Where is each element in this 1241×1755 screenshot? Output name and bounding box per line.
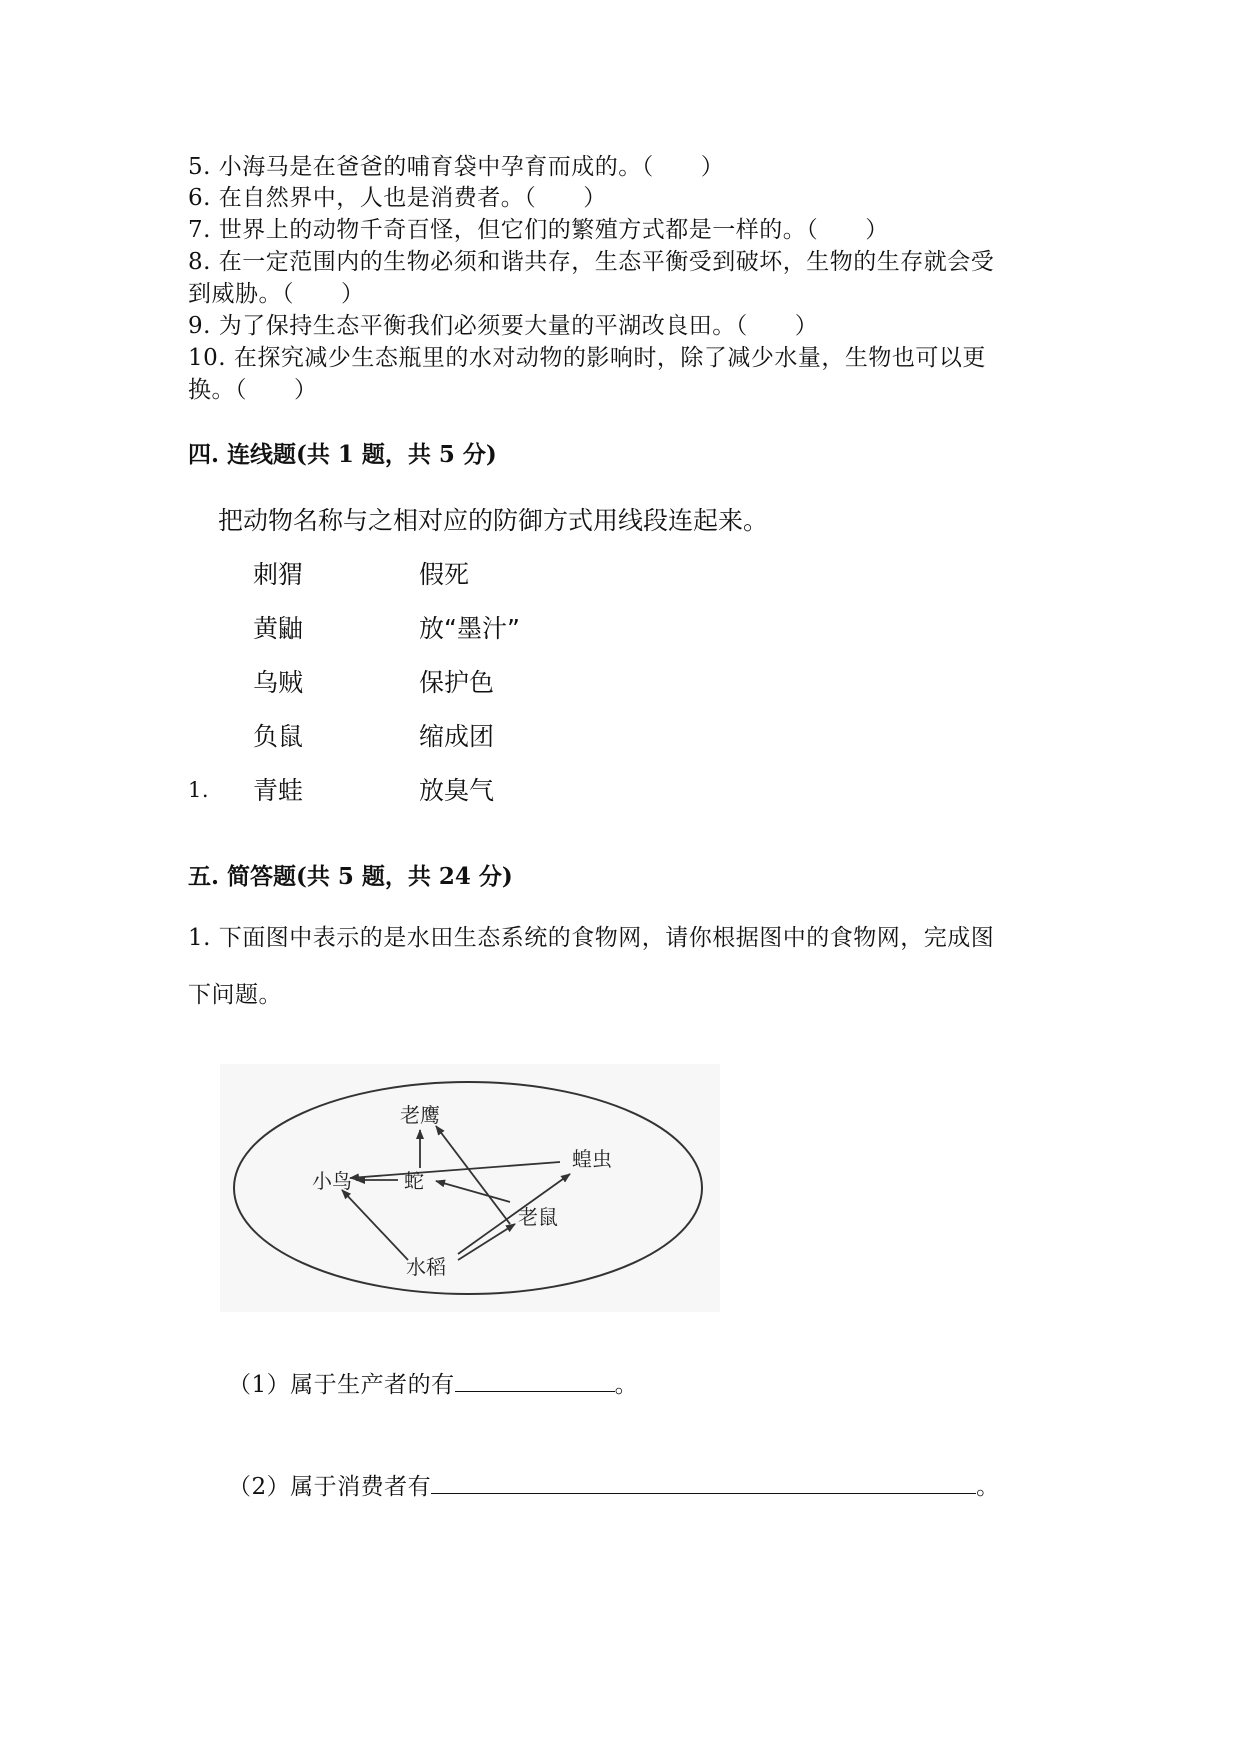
question-7: 7. 世界上的动物千奇百怪，但它们的繁殖方式都是一样的。（ ） — [188, 217, 889, 243]
answer-blank-producers[interactable] — [455, 1367, 615, 1392]
short-answer-q1-line-2: 下问题。 — [188, 982, 282, 1008]
food-web-figure — [220, 1064, 720, 1312]
node-bird: 小鸟 — [312, 1169, 352, 1193]
question-8-line-1: 8. 在一定范围内的生物必须和谐共存，生态平衡受到破坏，生物的生存就会受 — [188, 249, 995, 275]
animal-item: 乌贼 — [253, 668, 304, 697]
section-5-heading: 五. 简答题(共 5 题，共 24 分) — [188, 863, 513, 890]
node-eagle: 老鹰 — [400, 1103, 440, 1127]
answer-blank-consumers[interactable] — [431, 1469, 976, 1494]
defense-item: 放“墨汁” — [419, 614, 520, 643]
node-locust: 蝗虫 — [572, 1147, 612, 1171]
defense-item: 缩成团 — [419, 722, 495, 751]
sub-question-2-prompt: （2）属于消费者有 — [228, 1474, 432, 1500]
matching-instruction: 把动物名称与之相对应的防御方式用线段连起来。 — [218, 506, 769, 535]
node-mouse: 老鼠 — [518, 1205, 558, 1229]
arrow-mouse-to-snake — [436, 1181, 510, 1202]
question-5: 5. 小海马是在爸爸的哺育袋中孕育而成的。（ ） — [188, 154, 725, 180]
animal-item: 青蛙 — [253, 776, 304, 805]
animal-item: 负鼠 — [253, 722, 304, 751]
food-web-diagram — [220, 1064, 720, 1312]
sub-question-2 — [228, 1469, 1000, 1502]
question-9: 9. 为了保持生态平衡我们必须要大量的平湖改良田。（ ） — [188, 313, 819, 339]
defense-item: 保护色 — [419, 668, 495, 697]
sub-question-1-end: 。 — [614, 1372, 639, 1398]
node-snake: 蛇 — [404, 1169, 424, 1193]
sub-question-2-end: 。 — [976, 1474, 1000, 1500]
arrow-mouse-to-eagle — [436, 1126, 510, 1224]
question-6: 6. 在自然界中，人也是消费者。（ ） — [188, 185, 607, 211]
node-rice: 水稻 — [406, 1255, 446, 1279]
arrow-rice-to-bird — [342, 1190, 408, 1260]
animal-item: 刺猬 — [253, 560, 304, 589]
arrow-rice-to-mouse — [458, 1224, 515, 1260]
short-answer-q1-line-1: 1. 下面图中表示的是水田生态系统的食物网，请你根据图中的食物网，完成图 — [188, 925, 995, 951]
question-8-line-2: 到威胁。（ ） — [188, 281, 365, 307]
defense-item: 假死 — [419, 560, 470, 589]
sub-question-1 — [228, 1367, 638, 1400]
animal-item: 黄鼬 — [253, 614, 304, 643]
matching-question-number: 1. — [188, 778, 210, 802]
sub-question-1-prompt: （1）属于生产者的有 — [228, 1372, 455, 1398]
question-10-line-1: 10. 在探究减少生态瓶里的水对动物的影响时，除了减少水量，生物也可以更 — [188, 345, 986, 371]
defense-item: 放臭气 — [419, 776, 495, 805]
section-4-heading: 四. 连线题(共 1 题，共 5 分) — [188, 441, 497, 468]
arrow-locust-to-bird — [350, 1162, 560, 1178]
question-10-line-2: 换。（ ） — [188, 377, 318, 403]
ecosystem-boundary — [234, 1082, 702, 1294]
